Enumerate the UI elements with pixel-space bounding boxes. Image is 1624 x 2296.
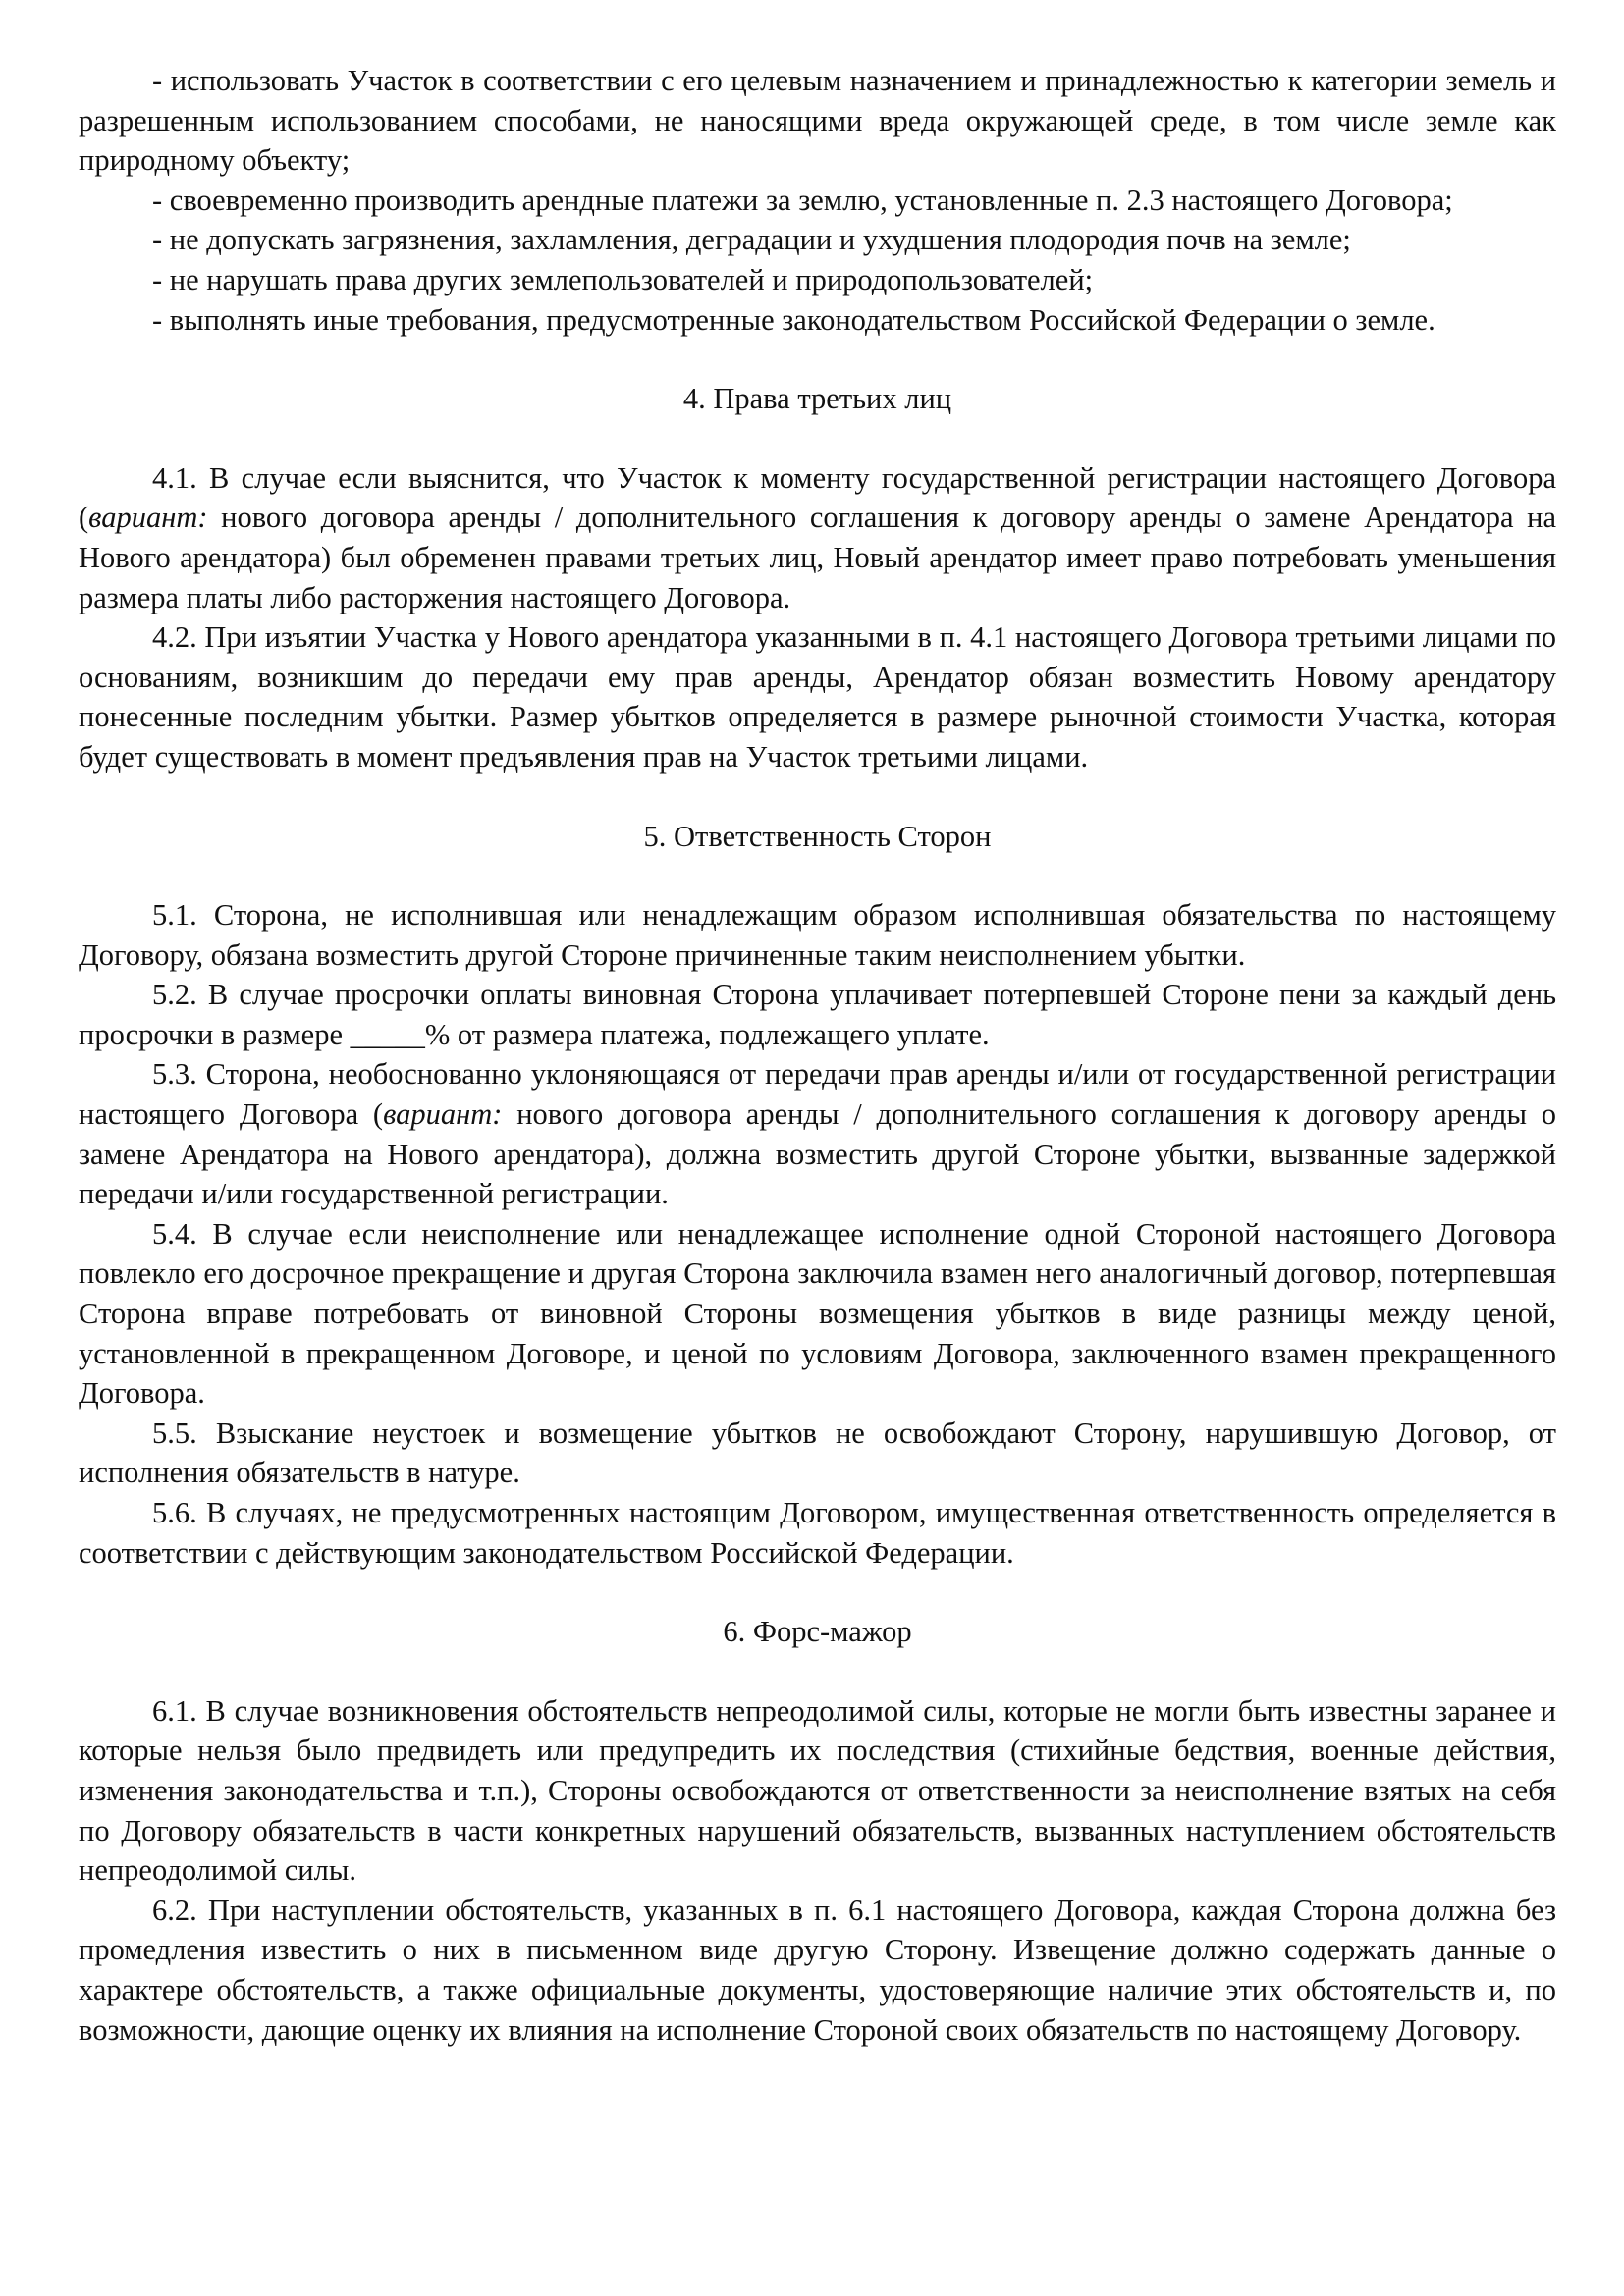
- spacer: [79, 856, 1556, 895]
- spacer: [79, 340, 1556, 379]
- clause-5-4: 5.4. В случае если неисполнение или ненадлежащее исполнение одной Стороной настоящего Договора повлекло его досрочное прекращение и другая Сторона заключила взамен него аналогичный договор, потерпевшая Сторона вправе потребовать от виновной Стороны возмещения убытков в виде разницы между ценой, установленной в прекращенном Договоре, и ценой по условиям Договора, заключенного взамен прекращенного Договора.: [79, 1216, 1556, 1411]
- section-heading-force-majeure: 6. Форс-мажор: [723, 1615, 912, 1649]
- clause-text: нового договора аренды / дополнительного соглашения к договору аренды о замене Арендатора на Нового арендатора) был обременен правами третьих лиц, Новый арендатор имеет право потребовать уменьшения размера платы либо расторжения настоящего Договора.: [79, 501, 1556, 614]
- clause-5-3: [79, 1054, 1556, 1213]
- clause-text: 5.3. Сторона, необоснованно уклоняющаяся от передачи прав аренды и/или от государственной регистрации настоящего Договора (: [79, 1057, 1556, 1132]
- clause-5-2: 5.2. В случае просрочки оплаты виновная Сторона уплачивает потерпевшей Стороне пени за каждый день просрочки в размере _____% от размера платежа, подлежащего уплате.: [79, 978, 1556, 1051]
- clause-6-2: 6.2. При наступлении обстоятельств, указанных в п. 6.1 настоящего Договора, каждая Сторона должна без промедления известить о них в письменном виде другую Сторону. Извещение должно содержать данные о характере обстоятельств, а также официальные документы, удостоверяющие наличие этих обстоятельств и, по возможности, дающие оценку их влияния на исполнение Стороной своих обязательств по настоящему Договору.: [79, 1893, 1556, 2047]
- clause-4-1: [79, 458, 1556, 617]
- clause-5-1: 5.1. Сторона, не исполнившая или ненадлежащим образом исполнившая обязательства по настоящему Договору, обязана возместить другой Стороне причиненные таким неисполнением убытки.: [79, 898, 1556, 972]
- spacer: [79, 777, 1556, 817]
- spacer: [79, 1652, 1556, 1691]
- clause-6-1: 6.1. В случае возникновения обстоятельств непреодолимой силы, которые не могли быть известны заранее и которые нельзя было предвидеть или предупредить их последствия (стихийные бедствия, военные действия, изменения законодательства и т.п.), Стороны освобождаются от ответственности за неисполнение взятых на себя по Договору обязательств в части конкретных нарушений обязательств, вызванных наступлением обстоятельств непреодолимой силы.: [79, 1693, 1556, 1888]
- clause-5-6: 5.6. В случаях, не предусмотренных настоящим Договором, имущественная ответственность определяется в соответствии с действующим законодательством Российской Федерации.: [79, 1496, 1556, 1570]
- obligation-item: - не нарушать права других землепользователей и природопользователей;: [152, 262, 1094, 296]
- obligation-item: - использовать Участок в соответствии с его целевым назначением и принадлежностью к категории земель и разрешенным использованием способами, не наносящими вреда окружающей среде, в том числе земле как природному объекту;: [79, 64, 1556, 178]
- document-page: [79, 61, 1556, 2050]
- obligation-item: - своевременно производить арендные платежи за землю, установленные п. 2.3 настоящего Договора;: [152, 183, 1453, 217]
- clause-text: 4.1. В случае если выяснится, что Участок к моменту государственной регистрации настоящего Договора (: [79, 460, 1556, 535]
- clause-4-2: 4.2. При изъятии Участка у Нового арендатора указанными в п. 4.1 настоящего Договора третьими лицами по основаниям, возникшим до передачи ему прав аренды, Арендатор обязан возместить Новому арендатору понесенные последним убытки. Размер убытков определяется в размере рыночной стоимости Участка, которая будет существовать в момент предъявления прав на Участок третьими лицами.: [79, 620, 1556, 774]
- spacer: [79, 419, 1556, 458]
- variant-label: вариант:: [88, 501, 208, 535]
- tenant-obligations-list: [79, 61, 1556, 340]
- variant-label: вариант:: [383, 1097, 503, 1132]
- section-heading-liability: 5. Ответственность Сторон: [643, 819, 992, 853]
- section-heading-third-party-rights: 4. Права третьих лиц: [682, 382, 952, 416]
- obligation-item: - не допускать загрязнения, захламления, деградации и ухудшения плодородия почв на земле;: [152, 223, 1351, 257]
- obligation-item: - выполнять иные требования, предусмотренные законодательством Российской Федерации о земле.: [152, 302, 1435, 337]
- spacer: [79, 1573, 1556, 1612]
- clause-5-5: 5.5. Взыскание неустоек и возмещение убытков не освобождают Сторону, нарушившую Договор, от исполнения обязательств в натуре.: [79, 1415, 1556, 1490]
- clause-text: нового договора аренды / дополнительного соглашения к договору аренды о замене Арендатора на Нового арендатора), должна возместить другой Стороне убытки, вызванные задержкой передачи и/или государственной регистрации.: [79, 1097, 1556, 1211]
